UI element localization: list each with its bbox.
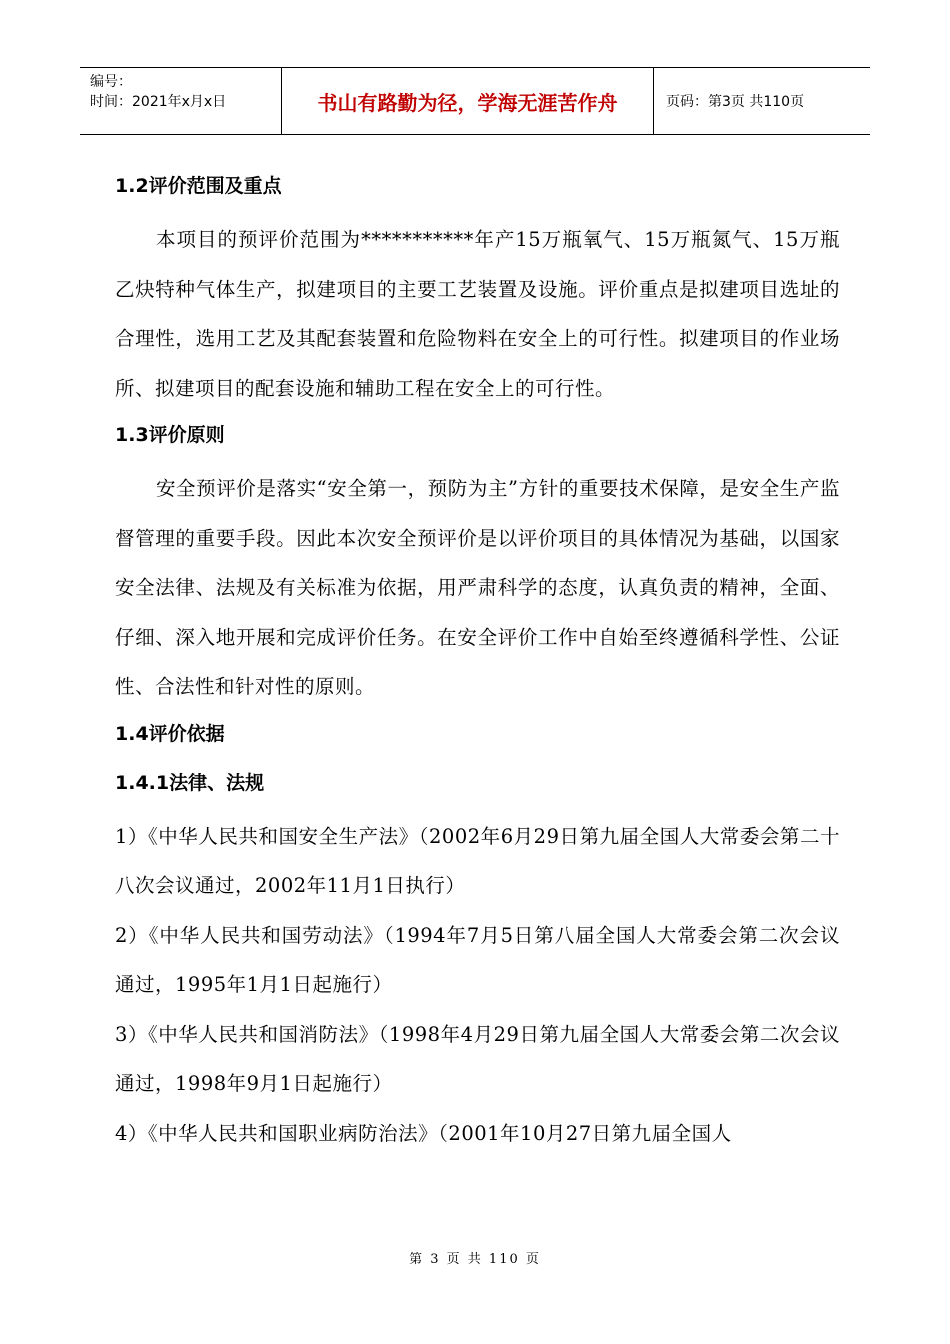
page-header [80, 67, 870, 135]
section-1-3-title: 1.3评价原则 [115, 424, 225, 446]
section-1-4-1-title: 1.4.1法律、法规 [115, 771, 265, 794]
law-item-4: 4）《中华人民共和国职业病防治法》（2001年10月27日第九届全国人 [115, 1121, 732, 1145]
law-item-1: 1）《中华人民共和国安全生产法》（2002年6月29日第九届全国人大常委会第二十八次会议通过，2002年11月1日执行） [115, 824, 840, 897]
law-item-2: 2）《中华人民共和国劳动法》（1994年7月5日第八届全国人大常委会第二次会议通过，1995年1月1日起施行） [115, 923, 840, 996]
document-body [115, 166, 840, 1158]
header-meta [80, 68, 282, 134]
header-motto: 书山有路勤为径，学海无涯苦作舟 [282, 68, 654, 134]
section-1-3-paragraph: 安全预评价是落实“安全第一，预防为主”方针的重要技术保障，是安全生产监督管理的重要手段。因此本次安全预评价是以评价项目的具体情况为基础，以国家安全法律、法规及有关标准为依据，用严肃科学的态度，认真负责的精神，全面、仔细、深入地开展和完成评价任务。在安全评价工作中自始至终遵循科学性、公证性、合法性和针对性的原则。 [115, 477, 840, 698]
section-1-4-title: 1.4评价依据 [115, 722, 225, 745]
section-1-2-paragraph: 本项目的预评价范围为***********年产15万瓶氧气、15万瓶氮气、15万瓶乙炔特种气体生产，拟建项目的主要工艺装置及设施。评价重点是拟建项目选址的合理性，选用工艺及其配套装置和危险物料在安全上的可行性。拟建项目的作业场所、拟建项目的配套设施和辅助工程在安全上的可行性。 [115, 228, 840, 400]
header-page-info: 页码：第3页 共110页 [666, 94, 805, 110]
page-footer: 第 3 页 共 110 页 [409, 1252, 541, 1267]
law-item-3: 3）《中华人民共和国消防法》（1998年4月29日第九届全国人大常委会第二次会议通过，1998年9月1日起施行） [115, 1022, 840, 1095]
document-time: 时间：2021年x月x日 [90, 94, 227, 110]
document-number-label: 编号： [90, 74, 132, 90]
section-1-2-title: 1.2评价范围及重点 [115, 175, 282, 197]
